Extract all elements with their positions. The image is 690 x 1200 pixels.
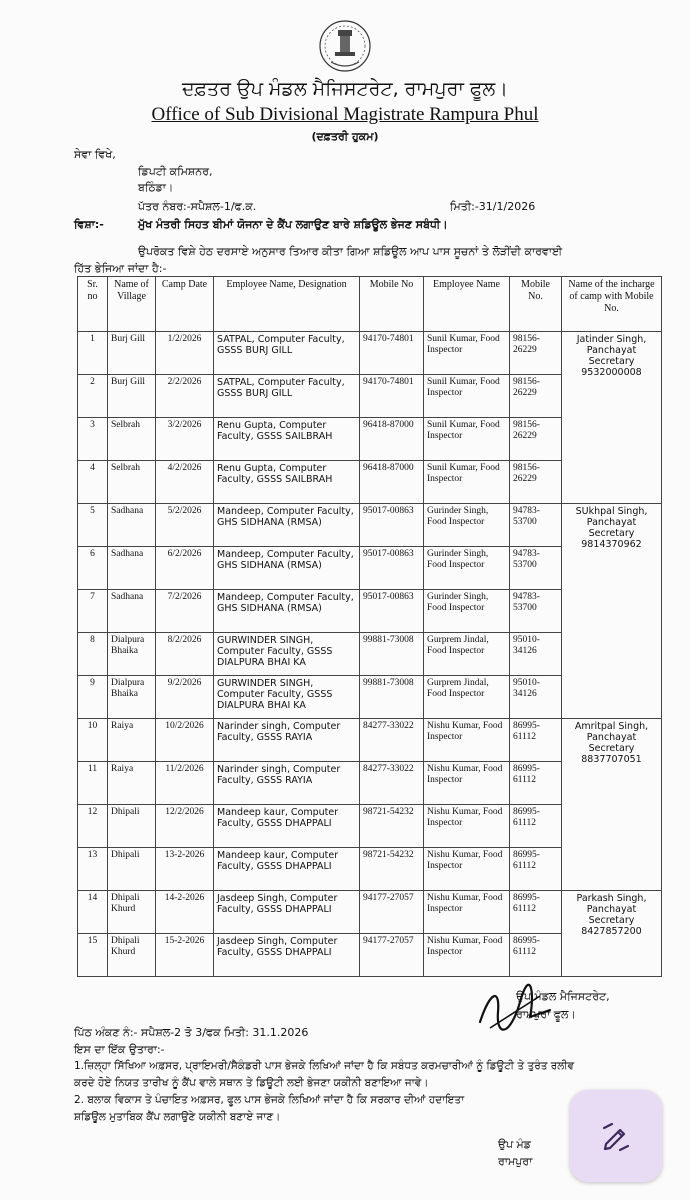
- cell-village: Dialpura Bhaika: [108, 676, 156, 719]
- cell-village: Dialpura Bhaika: [108, 633, 156, 676]
- cell-village: Raiya: [108, 762, 156, 805]
- cell-camp-date: 1/2/2026: [156, 332, 214, 375]
- edit-pencil-icon: [598, 1118, 634, 1154]
- table-header-row: [78, 277, 662, 332]
- cell-mobile: 94177-27057: [360, 891, 424, 934]
- cell-inspector-mobile: 95010-34126: [510, 676, 562, 719]
- cell-village: Sadhana: [108, 547, 156, 590]
- header-camp-date: Camp Date: [156, 277, 214, 332]
- endorsement-point-2b: ਸ਼ਡਿਊਲ ਮੁਤਾਬਿਕ ਕੈਂਪ ਲਗਾਉਣੇ ਯਕੀਨੀ ਬਣਾਏ ਜਾਣ।: [74, 1111, 281, 1123]
- cell-mobile: 96418-87000: [360, 461, 424, 504]
- recipient-line-1: ਡਿਪਟੀ ਕਮਿਸ਼ਨਰ,: [138, 165, 213, 178]
- cell-incharge: Jatinder Singh, Panchayat Secretary 9532000008: [562, 332, 662, 504]
- cell-incharge: Parkash Singh, Panchayat Secretary 8427857200: [562, 891, 662, 977]
- cell-sr: 9: [78, 676, 108, 719]
- cell-inspector-mobile: 94783-53700: [510, 590, 562, 633]
- cell-inspector-mobile: 86995-61112: [510, 805, 562, 848]
- cell-mobile: 98721-54232: [360, 805, 424, 848]
- cell-employee: SATPAL, Computer Faculty, GSSS BURJ GILL: [214, 332, 360, 375]
- cell-sr: 6: [78, 547, 108, 590]
- order-label: (ਦਫ਼ਤਰੀ ਹੁਕਮ): [311, 130, 379, 143]
- cell-village: Dhipali Khurd: [108, 934, 156, 977]
- cell-mobile: 84277-33022: [360, 762, 424, 805]
- cell-inspector-mobile: 98156-26229: [510, 418, 562, 461]
- header-mobile: Mobile No: [360, 277, 424, 332]
- cell-village: Dhipali Khurd: [108, 891, 156, 934]
- table-body: [78, 332, 662, 977]
- cell-inspector: Sunil Kumar, Food Inspector: [424, 418, 510, 461]
- cell-employee: Jasdeep Singh, Computer Faculty, GSSS DHAPPALI: [214, 934, 360, 977]
- cell-inspector-mobile: 94783-53700: [510, 504, 562, 547]
- cell-inspector-mobile: 86995-61112: [510, 934, 562, 977]
- table-row: [78, 332, 662, 375]
- cell-inspector: Sunil Kumar, Food Inspector: [424, 375, 510, 418]
- cell-village: Dhipali: [108, 848, 156, 891]
- cell-inspector-mobile: 98156-26229: [510, 332, 562, 375]
- header-village: Name of Village: [108, 277, 156, 332]
- letter-date: ਮਿਤੀ:-31/1/2026: [450, 200, 536, 213]
- cell-sr: 3: [78, 418, 108, 461]
- cell-mobile: 84277-33022: [360, 719, 424, 762]
- cell-employee: Mandeep, Computer Faculty, GHS SIDHANA (RMSA): [214, 590, 360, 633]
- cell-employee: GURWINDER SINGH, Computer Faculty, GSSS DIALPURA BHAI KA: [214, 676, 360, 719]
- cell-camp-date: 5/2/2026: [156, 504, 214, 547]
- table-row: [78, 719, 662, 762]
- cell-village: Burj Gill: [108, 332, 156, 375]
- cell-mobile: 95017-00863: [360, 547, 424, 590]
- header-incharge: Name of the incharge of camp with Mobile No.: [562, 277, 662, 332]
- cell-sr: 2: [78, 375, 108, 418]
- cell-sr: 5: [78, 504, 108, 547]
- cell-camp-date: 10/2/2026: [156, 719, 214, 762]
- cell-inspector: Sunil Kumar, Food Inspector: [424, 461, 510, 504]
- cell-camp-date: 8/2/2026: [156, 633, 214, 676]
- cell-mobile: 94170-74801: [360, 375, 424, 418]
- cell-inspector-mobile: 86995-61112: [510, 891, 562, 934]
- cell-mobile: 94170-74801: [360, 332, 424, 375]
- state-emblem-icon: [317, 18, 373, 76]
- cell-village: Dhipali: [108, 805, 156, 848]
- cell-mobile: 95017-00863: [360, 504, 424, 547]
- cell-camp-date: 9/2/2026: [156, 676, 214, 719]
- cell-employee: Renu Gupta, Computer Faculty, GSSS SAILBRAH: [214, 461, 360, 504]
- camp-schedule-table: [77, 276, 662, 977]
- letter-number: ਪੱਤਰ ਨੰਬਰ:-ਸਪੈਸ਼ਲ-1/ਫ.ਕ.: [138, 200, 257, 213]
- cell-inspector: Sunil Kumar, Food Inspector: [424, 332, 510, 375]
- cell-mobile: 99881-73008: [360, 676, 424, 719]
- cell-employee: Renu Gupta, Computer Faculty, GSSS SAILBRAH: [214, 418, 360, 461]
- cell-inspector: Gurprem Jindal, Food Inspector: [424, 633, 510, 676]
- cell-employee: Jasdeep Singh, Computer Faculty, GSSS DHAPPALI: [214, 891, 360, 934]
- cell-employee: GURWINDER SINGH, Computer Faculty, GSSS DIALPURA BHAI KA: [214, 633, 360, 676]
- endorsement-signature-2: ਰਾਮਪੁਰਾ: [498, 1155, 533, 1168]
- cell-sr: 1: [78, 332, 108, 375]
- endorsement-point-2a: 2. ਬਲਾਕ ਵਿਕਾਸ ਤੇ ਪੰਚਾਇਤ ਅਫ਼ਸਰ, ਫੂਲ ਪਾਸ ਭੇਜਕੇ ਲਿਖਿਆਂ ਜਾਂਦਾ ਹੈ ਕਿ ਸਰਕਾਰ ਦੀਆਂ ਹਦਾਇਤਾ: [74, 1094, 465, 1106]
- endorsement-point-1a: 1.ਜ਼ਿਲ੍ਹਾ ਸਿੱਖਿਆ ਅਫ਼ਸਰ, ਪ੍ਰਾਇਮਰੀ/ਸੈਕੰਡਰੀ ਪਾਸ ਭੇਜਕੇ ਲਿਖਿਆਂ ਜਾਂਦਾ ਹੈ ਕਿ ਸਬੰਧਤ ਕਰਮਚਾਰੀਆਂ ਨੂੰ ਡਿਊਟੀ ਤੇ ਤੁਰੰਤ ਰਲੀਵ: [74, 1060, 575, 1072]
- cell-inspector: Nishu Kumar, Food Inspector: [424, 891, 510, 934]
- intro-line-2: ਹਿੱਤ ਭੇਜਿਆ ਜਾਂਦਾ ਹੈ:-: [74, 262, 167, 275]
- table-row: [78, 504, 662, 547]
- edit-fab-button[interactable]: [570, 1090, 662, 1182]
- cell-sr: 10: [78, 719, 108, 762]
- header-inspector: Employee Name: [424, 277, 510, 332]
- header-sr: Sr. no: [78, 277, 108, 332]
- cell-inspector-mobile: 98156-26229: [510, 461, 562, 504]
- cell-camp-date: 2/2/2026: [156, 375, 214, 418]
- cell-employee: Mandeep, Computer Faculty, GHS SIDHANA (RMSA): [214, 504, 360, 547]
- cell-mobile: 96418-87000: [360, 418, 424, 461]
- cell-sr: 14: [78, 891, 108, 934]
- cell-sr: 8: [78, 633, 108, 676]
- cell-village: Sadhana: [108, 504, 156, 547]
- office-title-punjabi: ਦਫ਼ਤਰ ਉਪ ਮੰਡਲ ਮੈਜਿਸਟਰੇਟ, ਰਾਮਪੁਰਾ ਫੂਲ।: [182, 78, 508, 100]
- signature-place: ਰਾਮਪੁਰਾ ਫੂਲ।: [516, 1008, 576, 1021]
- cell-employee: Mandeep, Computer Faculty, GHS SIDHANA (RMSA): [214, 547, 360, 590]
- cell-inspector-mobile: 86995-61112: [510, 762, 562, 805]
- cell-inspector-mobile: 86995-61112: [510, 848, 562, 891]
- cell-inspector: Gurinder Singh, Food Inspector: [424, 590, 510, 633]
- intro-line-1: ਉਪਰੋਕਤ ਵਿਸ਼ੇ ਹੇਠ ਦਰਸਾਏ ਅਨੁਸਾਰ ਤਿਆਰ ਕੀਤਾ ਗਿਆ ਸ਼ਡਿਊਲ ਆਪ ਪਾਸ ਸੂਚਨਾਂ ਤੇ ਲੋੜੀਂਦੀ ਕਾਰਵਾਈ: [138, 245, 563, 258]
- cell-camp-date: 11/2/2026: [156, 762, 214, 805]
- cell-village: Selbrah: [108, 461, 156, 504]
- cell-incharge: Amritpal Singh, Panchayat Secretary 8837707051: [562, 719, 662, 891]
- cell-sr: 15: [78, 934, 108, 977]
- cell-inspector: Nishu Kumar, Food Inspector: [424, 848, 510, 891]
- cell-employee: SATPAL, Computer Faculty, GSSS BURJ GILL: [214, 375, 360, 418]
- cell-employee: Narinder singh, Computer Faculty, GSSS RAYIA: [214, 762, 360, 805]
- cell-camp-date: 7/2/2026: [156, 590, 214, 633]
- header-inspector-mobile: Mobile No.: [510, 277, 562, 332]
- cell-sr: 13: [78, 848, 108, 891]
- cell-inspector: Gurinder Singh, Food Inspector: [424, 504, 510, 547]
- cell-village: Selbrah: [108, 418, 156, 461]
- header-employee: Employee Name, Designation: [214, 277, 360, 332]
- cell-inspector: Gurinder Singh, Food Inspector: [424, 547, 510, 590]
- cell-mobile: 98721-54232: [360, 848, 424, 891]
- cell-employee: Mandeep kaur, Computer Faculty, GSSS DHAPPALI: [214, 848, 360, 891]
- cell-inspector-mobile: 95010-34126: [510, 633, 562, 676]
- cell-camp-date: 4/2/2026: [156, 461, 214, 504]
- cell-camp-date: 13-2-2026: [156, 848, 214, 891]
- cell-camp-date: 12/2/2026: [156, 805, 214, 848]
- endorsement-point-1b: ਕਰਦੇ ਹੋਏ ਨਿਯਤ ਤਾਰੀਖ ਨੂੰ ਕੈਂਪ ਵਾਲੇ ਸਥਾਨ ਤੇ ਡਿਊਟੀ ਲਈ ਭੇਜਣਾ ਯਕੀਨੀ ਬਣਾਇਆ ਜਾਵੇ।: [74, 1077, 429, 1089]
- cell-employee: Mandeep kaur, Computer Faculty, GSSS DHAPPALI: [214, 805, 360, 848]
- endorsement-copy: ਇਸ ਦਾ ਇੱਕ ਉਤਾਰਾ:-: [74, 1043, 165, 1056]
- cell-camp-date: 14-2-2026: [156, 891, 214, 934]
- cell-camp-date: 15-2-2026: [156, 934, 214, 977]
- cell-inspector-mobile: 94783-53700: [510, 547, 562, 590]
- cell-mobile: 94177-27057: [360, 934, 424, 977]
- cell-employee: Narinder singh, Computer Faculty, GSSS RAYIA: [214, 719, 360, 762]
- cell-mobile: 95017-00863: [360, 590, 424, 633]
- cell-sr: 7: [78, 590, 108, 633]
- table-row: [78, 891, 662, 934]
- subject-label: ਵਿਸ਼ਾ:-: [74, 218, 104, 231]
- salutation: ਸੇਵਾ ਵਿਖੇ,: [74, 148, 116, 161]
- cell-inspector: Nishu Kumar, Food Inspector: [424, 762, 510, 805]
- cell-inspector: Gurprem Jindal, Food Inspector: [424, 676, 510, 719]
- cell-mobile: 99881-73008: [360, 633, 424, 676]
- cell-village: Sadhana: [108, 590, 156, 633]
- cell-inspector-mobile: 98156-26229: [510, 375, 562, 418]
- cell-village: Burj Gill: [108, 375, 156, 418]
- cell-sr: 11: [78, 762, 108, 805]
- cell-inspector-mobile: 86995-61112: [510, 719, 562, 762]
- cell-incharge: SUkhpal Singh, Panchayat Secretary 9814370962: [562, 504, 662, 719]
- office-title-english: Office of Sub Divisional Magistrate Rampura Phul: [151, 104, 539, 125]
- subject-text: ਮੁੱਖ ਮੰਤਰੀ ਸਿਹਤ ਬੀਮਾਂ ਯੋਜਨਾ ਦੇ ਕੈਂਪ ਲਗਾਉਣ ਬਾਰੇ ਸ਼ਡਿਊਲ ਭੇਜਣ ਸਬੰਧੀ।: [138, 218, 448, 231]
- endorsement-signature-1: ਉਪ ਮੰਡ: [498, 1138, 531, 1151]
- signature-designation: ਉਪ ਮੰਡਲ ਮੈਜਿਸਟਰੇਟ,: [516, 990, 610, 1003]
- cell-camp-date: 3/2/2026: [156, 418, 214, 461]
- endorsement-number: ਪਿੱਠ ਅੰਕਣ ਨੰ:- ਸਪੈਸ਼ਲ-2 ਤੋ 3/ਫਕ ਮਿਤੀ: 31.1.2026: [74, 1026, 309, 1039]
- cell-inspector: Nishu Kumar, Food Inspector: [424, 719, 510, 762]
- cell-sr: 4: [78, 461, 108, 504]
- cell-sr: 12: [78, 805, 108, 848]
- cell-inspector: Nishu Kumar, Food Inspector: [424, 805, 510, 848]
- cell-village: Raiya: [108, 719, 156, 762]
- cell-camp-date: 6/2/2026: [156, 547, 214, 590]
- recipient-line-2: ਬਠਿੰਡਾ।: [138, 181, 174, 194]
- cell-inspector: Nishu Kumar, Food Inspector: [424, 934, 510, 977]
